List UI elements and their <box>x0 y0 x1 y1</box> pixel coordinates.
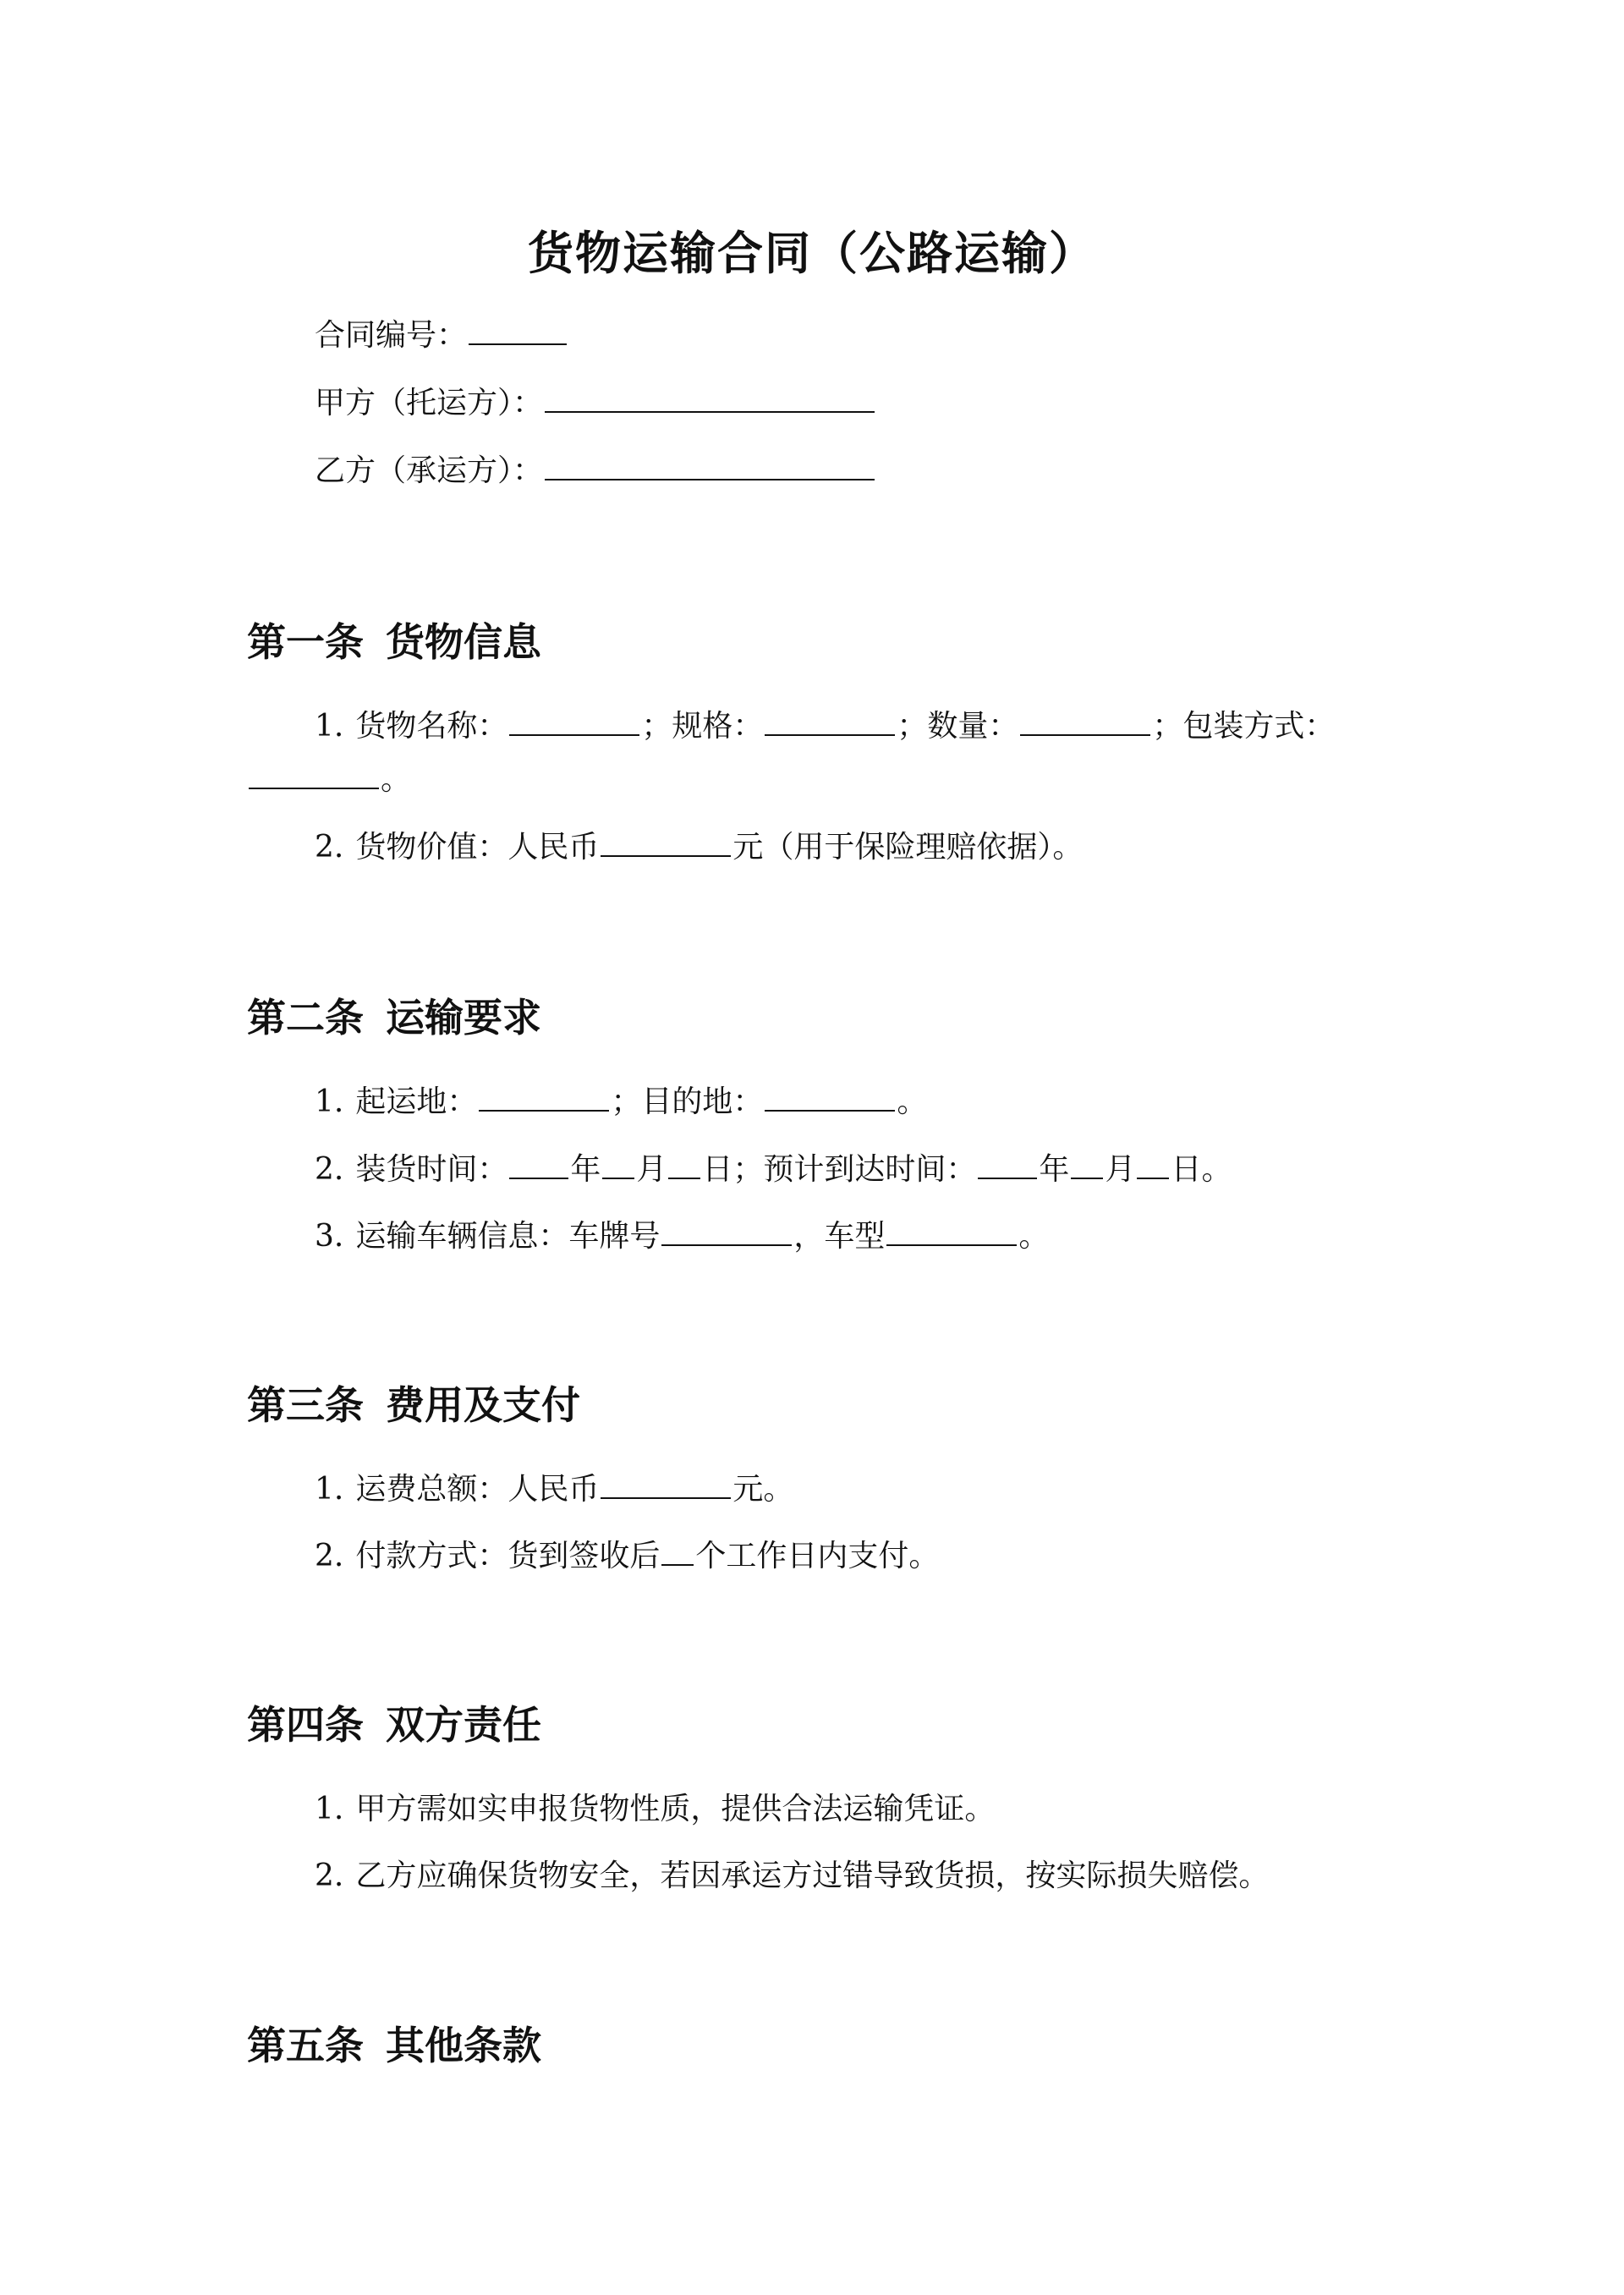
party-b-line <box>315 450 876 492</box>
section-5-title: 其他条款 <box>386 2023 541 2068</box>
origin-blank[interactable] <box>479 1083 609 1112</box>
item-text: 装货时间： <box>355 1152 508 1187</box>
item-number: 1. <box>315 1084 344 1119</box>
section-1-item-1-continued <box>247 759 411 801</box>
load-year-blank[interactable] <box>509 1150 568 1179</box>
section-3-title: 费用及支付 <box>386 1382 580 1428</box>
contract-number-blank[interactable] <box>469 316 567 345</box>
goods-value-blank[interactable] <box>601 828 731 857</box>
item-text: 货物名称： <box>355 709 508 744</box>
contract-number-line <box>315 315 568 357</box>
freight-total-blank[interactable] <box>601 1470 731 1499</box>
item-text: 年 <box>1039 1152 1070 1187</box>
item-text: 。 <box>1018 1219 1050 1254</box>
party-a-label: 甲方（托运方）： <box>315 386 544 420</box>
item-text: 月 <box>636 1152 667 1187</box>
item-text: 。 <box>381 762 412 797</box>
item-text: 日；预计到达时间： <box>702 1152 977 1187</box>
item-number: 1. <box>315 1792 344 1826</box>
section-2-heading <box>247 991 541 1045</box>
section-3-item-1 <box>315 1469 793 1511</box>
item-text: 运输车辆信息：车牌号 <box>355 1219 661 1254</box>
arrival-day-blank[interactable] <box>1137 1150 1169 1179</box>
section-4-item-2 <box>315 1855 1269 1897</box>
party-b-blank[interactable] <box>545 452 875 480</box>
load-month-blank[interactable] <box>602 1150 634 1179</box>
item-text: 年 <box>570 1152 601 1187</box>
item-text: ；目的地： <box>611 1084 764 1119</box>
section-2-title: 运输要求 <box>386 995 541 1040</box>
item-text: 。 <box>897 1084 928 1119</box>
document-title: 货物运输合同（公路运输） <box>528 227 1096 280</box>
party-b-label: 乙方（承运方）： <box>315 453 544 488</box>
item-text: 乙方应确保货物安全，若因承运方过错导致货损，按实际损失赔偿。 <box>355 1859 1270 1893</box>
section-2-item-3 <box>315 1216 1049 1258</box>
item-text: 甲方需如实申报货物性质，提供合法运输凭证。 <box>355 1792 996 1826</box>
vehicle-type-blank[interactable] <box>886 1217 1017 1246</box>
item-number: 2. <box>315 1859 344 1893</box>
section-3-heading <box>247 1378 580 1432</box>
payment-days-blank[interactable] <box>661 1537 694 1566</box>
item-number: 2. <box>315 830 344 865</box>
item-text: 运费总额：人民币 <box>355 1472 600 1507</box>
contract-number-label: 合同编号： <box>315 318 468 353</box>
section-2-number: 第二条 <box>247 995 364 1040</box>
goods-name-blank[interactable] <box>509 707 639 736</box>
section-3-number: 第三条 <box>247 1382 364 1428</box>
item-text: ；数量： <box>897 709 1019 744</box>
section-1-item-2 <box>315 826 1083 869</box>
item-text: ，车型 <box>793 1219 886 1254</box>
item-number: 1. <box>315 1472 344 1507</box>
item-text: 起运地： <box>355 1084 478 1119</box>
party-a-blank[interactable] <box>545 384 875 413</box>
item-number: 2. <box>315 1539 344 1573</box>
item-number: 3. <box>315 1219 344 1254</box>
item-text: ；包装方式： <box>1152 709 1336 744</box>
packaging-blank[interactable] <box>249 760 379 789</box>
section-4-item-1 <box>315 1788 995 1831</box>
section-1-item-1 <box>315 706 1335 748</box>
section-2-item-1 <box>315 1081 927 1123</box>
item-text: ；规格： <box>641 709 764 744</box>
section-2-item-2 <box>315 1149 1232 1191</box>
goods-quantity-blank[interactable] <box>1020 707 1150 736</box>
item-text: 货物价值：人民币 <box>355 830 600 865</box>
item-text: 付款方式：货到签收后 <box>355 1539 661 1573</box>
section-5-heading <box>247 2018 541 2073</box>
section-1-heading <box>247 615 541 669</box>
goods-spec-blank[interactable] <box>765 707 895 736</box>
party-a-line <box>315 382 876 425</box>
section-1-number: 第一条 <box>247 619 364 665</box>
section-4-title: 双方责任 <box>386 1702 541 1748</box>
item-text: 日。 <box>1171 1152 1232 1187</box>
section-5-number: 第五条 <box>247 2023 364 2068</box>
item-text: 个工作日内支付。 <box>695 1539 940 1573</box>
item-number: 1. <box>315 709 344 744</box>
plate-number-blank[interactable] <box>661 1217 792 1246</box>
section-3-item-2 <box>315 1535 939 1578</box>
section-4-heading <box>247 1698 541 1752</box>
item-text: 元（用于保险理赔依据）。 <box>732 830 1084 865</box>
section-1-title: 货物信息 <box>386 619 541 665</box>
item-text: 月 <box>1105 1152 1136 1187</box>
arrival-month-blank[interactable] <box>1071 1150 1103 1179</box>
destination-blank[interactable] <box>765 1083 895 1112</box>
section-4-number: 第四条 <box>247 1702 364 1748</box>
arrival-year-blank[interactable] <box>978 1150 1037 1179</box>
item-number: 2. <box>315 1152 344 1187</box>
load-day-blank[interactable] <box>668 1150 700 1179</box>
item-text: 元。 <box>732 1472 794 1507</box>
